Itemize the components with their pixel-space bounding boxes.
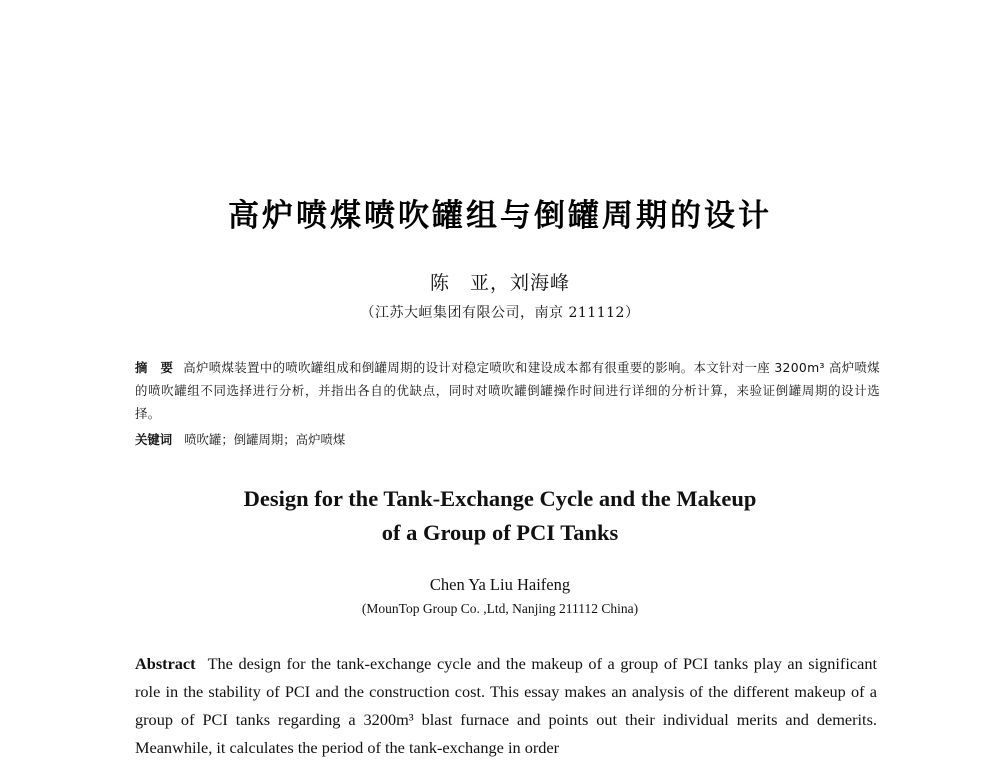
- english-authors: Chen Ya Liu Haifeng: [429, 575, 571, 594]
- chinese-authors: 陈 亚，刘海峰: [429, 272, 570, 294]
- chinese-title: 高炉喷煤喷吹罐组与倒罐周期的设计: [228, 198, 772, 234]
- chinese-affiliation: （江苏大峘集团有限公司，南京 211112）: [360, 305, 640, 321]
- chinese-abstract-label: 摘 要: [135, 360, 174, 375]
- english-title: [0, 482, 1000, 550]
- chinese-abstract: [135, 356, 880, 425]
- english-abstract: [135, 650, 877, 762]
- chinese-keywords-text: 喷吹罐；倒罐周期；高炉喷煤: [184, 432, 346, 447]
- chinese-abstract-text: 高炉喷煤装置中的喷吹罐组成和倒罐周期的设计对稳定喷吹和建设成本都有很重要的影响。本文针对一座 3200m³ 高炉喷煤的喷吹罐组不同选择进行分析，并指出各自的优缺点，同时对喷吹罐倒罐操作时间进行详细的分析计算，来验证倒罐周期的设计选择。: [135, 360, 880, 421]
- english-abstract-label: Abstract: [135, 654, 196, 673]
- english-title-line-1: Design for the Tank-Exchange Cycle and the Makeup: [243, 486, 757, 511]
- chinese-keywords-label: 关键词: [135, 432, 173, 447]
- english-title-line-2: of a Group of PCI Tanks: [381, 520, 619, 545]
- english-abstract-text: The design for the tank-exchange cycle and the makeup of a group of PCI tanks play an significant role in the stability of PCI and the construction cost. This essay makes an analysis of the different makeup of a group of PCI tanks regarding a 3200m³ blast furnace and points out their individual merits and demerits. Meanwhile, it calculates the period of the tank-exchange in order: [135, 654, 877, 757]
- english-affiliation: (MounTop Group Co. ,Ltd, Nanjing 211112 China): [361, 601, 639, 616]
- chinese-keywords: [135, 428, 880, 451]
